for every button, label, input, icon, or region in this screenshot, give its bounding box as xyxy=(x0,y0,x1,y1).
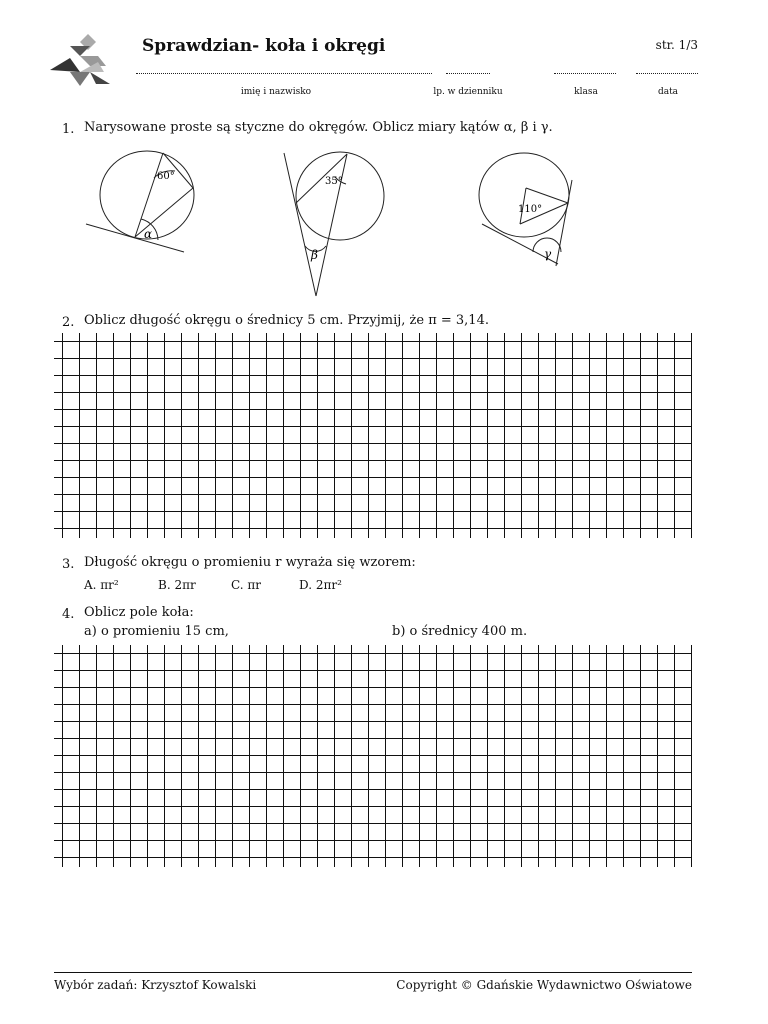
footer-divider xyxy=(54,972,692,973)
gamma-label: γ xyxy=(544,247,552,261)
task-2-text: Oblicz długość okręgu o średnicy 5 cm. Przyjmij, że π = 3,14. xyxy=(84,313,489,328)
footer-author: Wybór zadań: Krzysztof Kowalski xyxy=(54,978,257,992)
task-2-number: 2. xyxy=(62,315,75,330)
task-3-text: Długość okręgu o promieniu r wyraża się wzorem: xyxy=(84,555,416,570)
task-4-number: 4. xyxy=(62,607,75,622)
task-4-text: Oblicz pole koła: xyxy=(84,605,194,620)
task-1-number: 1. xyxy=(62,122,75,137)
date-field-line[interactable] xyxy=(636,73,698,74)
number-field-line[interactable] xyxy=(446,73,490,74)
task-1-text: Narysowane proste są styczne do okręgów. Oblicz miary kątów α, β i γ. xyxy=(84,120,553,135)
beta-label: β xyxy=(311,248,318,262)
alpha-label: α xyxy=(144,227,153,241)
task-4-part-a: a) o promieniu 15 cm, xyxy=(84,624,229,639)
task-4-part-b: b) o średnicy 400 m. xyxy=(392,624,528,639)
option-b[interactable]: B. 2πr xyxy=(158,578,196,592)
class-field-label: klasa xyxy=(574,87,598,97)
name-field-line[interactable] xyxy=(136,73,432,74)
task-4-answer-grid[interactable] xyxy=(54,645,692,867)
page-number: str. 1/3 xyxy=(655,38,698,52)
task-1-figures xyxy=(0,140,768,310)
option-d[interactable]: D. 2πr² xyxy=(299,578,342,592)
option-a[interactable]: A. πr² xyxy=(84,578,119,592)
task-2-answer-grid[interactable] xyxy=(54,333,692,538)
number-field-label: lp. w dzienniku xyxy=(433,87,503,97)
task-3-number: 3. xyxy=(62,557,75,572)
publisher-logo xyxy=(46,32,116,90)
footer-copyright: Copyright © Gdańskie Wydawnictwo Oświatowe xyxy=(396,978,692,992)
angle-60-label: 60° xyxy=(157,171,175,182)
date-field-label: data xyxy=(657,87,679,97)
worksheet-title: Sprawdzian- koła i okręgi xyxy=(142,36,386,56)
class-field-line[interactable] xyxy=(554,73,616,74)
angle-35-label: 35° xyxy=(325,176,343,187)
name-field-label: imię i nazwisko xyxy=(240,87,312,97)
angle-110-label: 110° xyxy=(518,204,543,215)
option-c[interactable]: C. πr xyxy=(231,578,262,592)
